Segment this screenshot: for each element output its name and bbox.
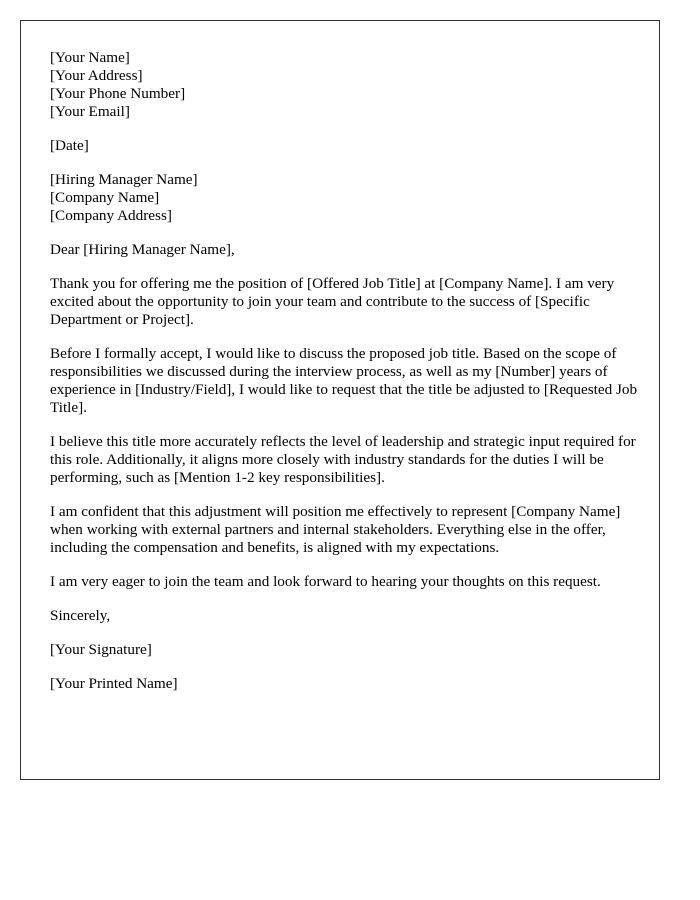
paragraph-confidence: I am confident that this adjustment will position me effectively to represent [Company Name] when working with external partners and internal stakeholders. Everything else in the offer, including the compensation and benefits, is aligned with my expectations.	[50, 503, 621, 556]
sender-block	[50, 49, 640, 121]
recipient-block	[50, 171, 640, 225]
letter-date: [Date]	[50, 137, 89, 154]
salutation: Dear [Hiring Manager Name],	[50, 241, 235, 258]
recipient-company-name: [Company Name]	[50, 189, 160, 206]
letter-body	[50, 49, 640, 709]
paragraph-title-request: Before I formally accept, I would like to discuss the proposed job title. Based on the scope of responsibilities we discussed during the interview process, as well as my [Number] years of experience in [Industry/Field], I would like to request that the title be adjusted to [Requested Job Title].	[50, 345, 638, 416]
sender-address: [Your Address]	[50, 67, 143, 84]
printed-name-block	[50, 675, 640, 693]
sender-phone: [Your Phone Number]	[50, 85, 186, 102]
recipient-manager-name: [Hiring Manager Name]	[50, 171, 198, 188]
letter-frame	[20, 20, 660, 780]
paragraph-offer-thanks: Thank you for offering me the position of [Offered Job Title] at [Company Name]. I am very excited about the opportunity to join your team and contribute to the success of [Specific Department or Project].	[50, 275, 615, 328]
paragraph-justification: I believe this title more accurately reflects the level of leadership and strategic input required for this role. Additionally, it aligns more closely with industry standards for the duties I will be performing, such as [Mention 1-2 key responsibilities].	[50, 433, 636, 486]
printed-name: [Your Printed Name]	[50, 675, 178, 692]
paragraph-eagerness: I am very eager to join the team and look forward to hearing your thoughts on this request.	[50, 573, 601, 590]
signature: [Your Signature]	[50, 641, 152, 658]
closing-block	[50, 607, 640, 625]
signature-block	[50, 641, 640, 659]
recipient-company-address: [Company Address]	[50, 207, 172, 224]
salutation-block	[50, 241, 640, 259]
sender-email: [Your Email]	[50, 103, 130, 120]
date-block	[50, 137, 640, 155]
sender-name: [Your Name]	[50, 49, 130, 66]
closing: Sincerely,	[50, 607, 111, 624]
